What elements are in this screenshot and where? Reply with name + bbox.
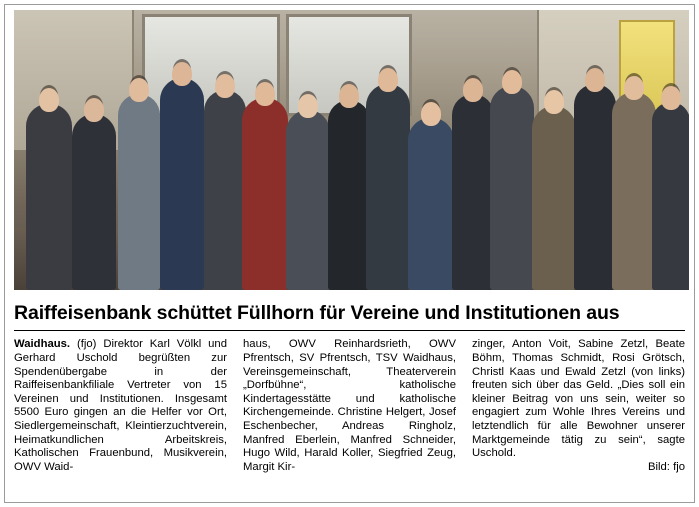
- article-column-3: [472, 338, 685, 474]
- person-head: [255, 82, 275, 106]
- photo-credit: Bild: fjo: [647, 460, 685, 473]
- person-head: [215, 74, 235, 98]
- person: [26, 104, 72, 290]
- person-head: [463, 78, 483, 102]
- person-head: [585, 68, 605, 92]
- person-head: [84, 98, 104, 122]
- person-head: [39, 88, 59, 112]
- person: [652, 102, 689, 290]
- person: [574, 84, 616, 290]
- column-1-text: (fjo) Direktor Karl Völkl und Gerhard Uschold begrüßten zur Spendenübergabe in der Raiffeisenbankfiliale Vertreter von 15 Vereinen und Institutionen. Insgesamt 5500 Euro gingen an die Helfer vor Ort, Siedlergemeinschaft, Kleintierzuchtverein, Heimatkundlichen Arbeitskreis, Katholischen Frauenbund, Musikverein, OWV Waid-: [14, 338, 227, 473]
- article-column-2: [243, 338, 456, 474]
- person: [118, 94, 160, 290]
- person-head: [624, 76, 644, 100]
- column-1-paragraph: [14, 338, 227, 474]
- person-head: [129, 78, 149, 102]
- person-head: [421, 102, 441, 126]
- person: [72, 114, 116, 290]
- person: [160, 78, 204, 290]
- photo-group-of-people: [14, 58, 689, 290]
- person-head: [502, 70, 522, 94]
- person-head: [661, 86, 681, 110]
- article-dateline: Waidhaus.: [14, 338, 71, 351]
- headline-rule: [14, 330, 685, 331]
- person: [204, 90, 246, 290]
- column-2-paragraph: haus, OWV Reinhardsrieth, OWV Pfrentsch, SV Pfrentsch, TSV Waidhaus, Vereinsgemeinschaft, Theaterverein „Dorfbühne“, katholische Kindertagesstätte und katholische Kirchengemeinde. Christine Helgert, Josef Eschenbecher, Andreas Ringholz, Manfred Eberlein, Manfred Schneider, Hugo Wild, Harald Koller, Siegfried Zeug, Margit Kir-: [243, 338, 456, 473]
- person: [452, 94, 494, 290]
- person: [408, 118, 454, 290]
- person-head: [544, 90, 564, 114]
- person: [490, 86, 534, 290]
- person: [366, 84, 410, 290]
- person: [328, 100, 370, 290]
- person-head: [378, 68, 398, 92]
- person-head: [172, 62, 192, 86]
- column-3-paragraph: zinger, Anton Voit, Sabine Zetzl, Beate Böhm, Thomas Schmidt, Rosi Grötsch, Christl Kaas und Ewald Zetzl (von links) freuten sich über das Geld. „Dies soll ein kleiner Beitrag von uns sein, weiter so engagiert zum Wohle Ihres Vereins und letztendlich für alle Bewohner unserer Marktgemeinde tätig zu sein“, sagte Uschold.: [472, 338, 685, 460]
- person: [612, 92, 656, 290]
- person-head: [298, 94, 318, 118]
- person: [242, 98, 288, 290]
- article-photo: [14, 10, 689, 290]
- person: [286, 110, 330, 290]
- article-column-1: [14, 338, 227, 474]
- article-body: [14, 338, 685, 474]
- person-head: [339, 84, 359, 108]
- article-headline: Raiffeisenbank schüttet Füllhorn für Vereine und Institutionen aus: [14, 302, 620, 324]
- person: [532, 106, 576, 290]
